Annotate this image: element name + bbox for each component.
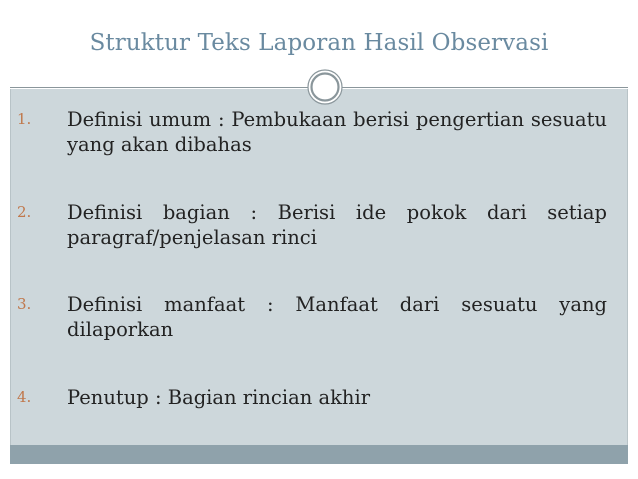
list-item-text: Penutup : Bagian rincian akhir (67, 386, 371, 409)
circle-ornament-icon (307, 69, 343, 105)
list-item-text: Definisi bagian : Berisi ide pokok dari setiap paragraf/penjelasan rinci (67, 201, 607, 249)
list-item-number: 2. (17, 203, 32, 221)
list-item-number: 1. (17, 110, 32, 128)
slide-title: Struktur Teks Laporan Hasil Observasi (89, 30, 549, 56)
list-item-number: 4. (17, 388, 32, 406)
list-item-text: Definisi manfaat : Manfaat dari sesuatu yang dilaporkan (67, 293, 607, 341)
content-area (10, 89, 628, 445)
footer-bar (10, 445, 628, 464)
list-item-number: 3. (17, 295, 32, 313)
list-item-text: Definisi umum : Pembukaan berisi pengertian sesuatu yang akan dibahas (67, 108, 607, 156)
